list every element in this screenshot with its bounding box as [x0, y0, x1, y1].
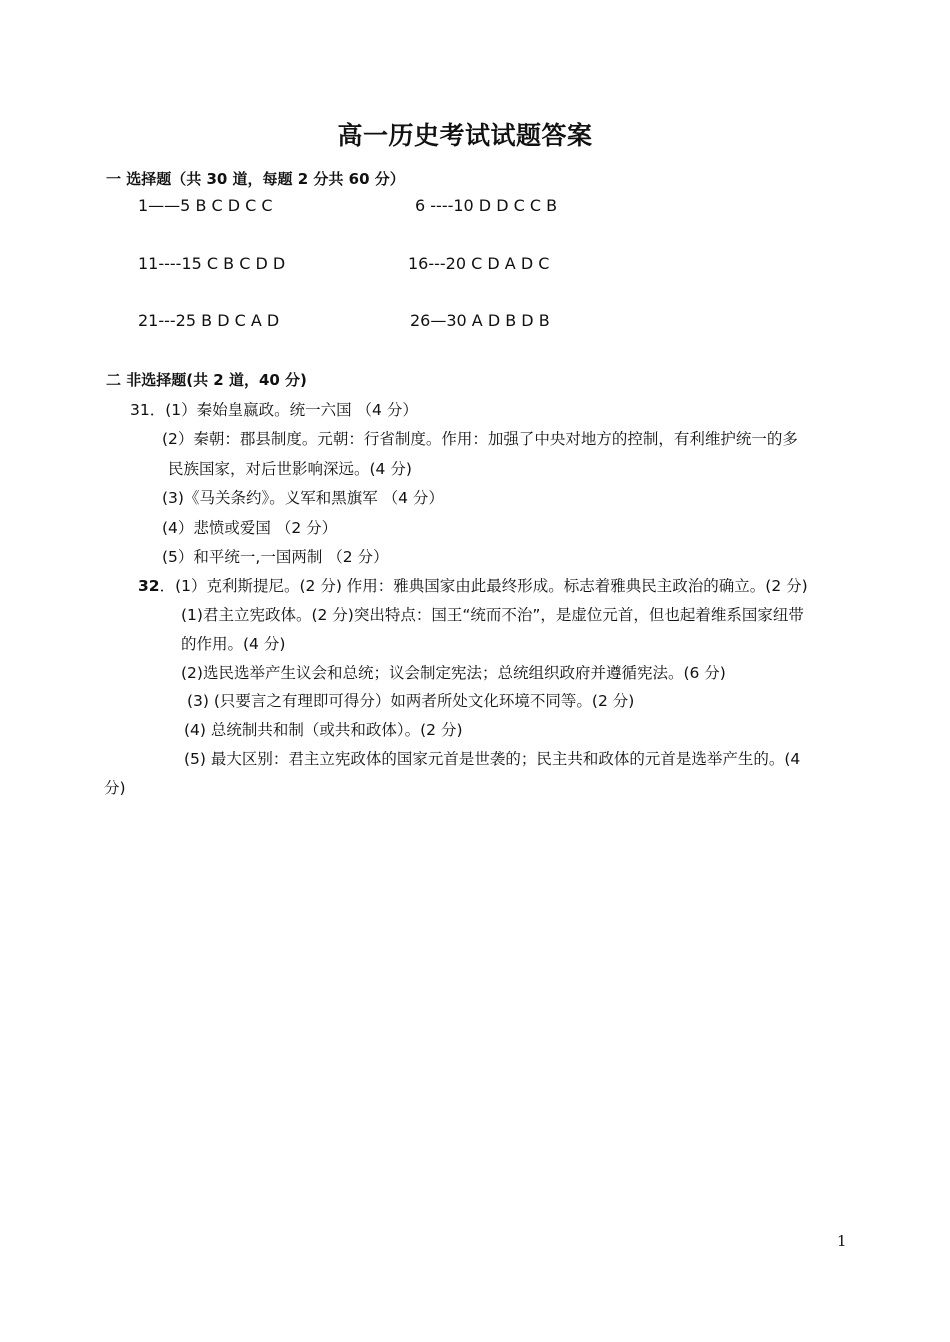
q32-line-2-cont: 的作用。(4 分)	[181, 635, 286, 653]
mc-row-1-right: 6 ----10 D D C C B	[415, 196, 558, 215]
q31-line-5: (5）和平统一,一国两制 （2 分）	[162, 548, 389, 566]
q31-line-1: 31．(1）秦始皇嬴政。统一六国 （4 分）	[130, 401, 418, 419]
q32-line-1	[138, 574, 808, 596]
page-number: 1	[837, 1232, 847, 1250]
q32-line-6-cont: 分)	[104, 779, 126, 797]
mc-row-3-left: 21---25 B D C A D	[138, 311, 280, 330]
mc-row-2-left: 11----15 C B C D D	[138, 254, 286, 273]
mc-row-2-right: 16---20 C D A D C	[408, 254, 550, 273]
q32-line-1-text: ．(1）克利斯提尼。(2 分) 作用：雅典国家由此最终形成。标志着雅典民主政治的确立。(2 分)	[159, 577, 808, 595]
section-2-heading: 二 非选择题(共 2 道，40 分)	[106, 371, 307, 389]
q32-line-3: (2)选民选举产生议会和总统；议会制定宪法；总统组织政府并遵循宪法。(6 分)	[181, 664, 726, 682]
section-1-heading: 一 选择题（共 30 道，每题 2 分共 60 分）	[106, 170, 405, 188]
q32-line-5: (4) 总统制共和制（或共和政体）。(2 分)	[184, 721, 463, 739]
q31-line-3: (3)《马关条约》。义军和黑旗军 （4 分）	[162, 489, 444, 507]
page-title: 高一历史考试试题答案	[337, 121, 593, 150]
q31-line-4: (4）悲愤或爱国 （2 分）	[162, 519, 338, 537]
q31-line-2-cont: 民族国家，对后世影响深远。(4 分)	[168, 460, 412, 478]
q32-line-6: (5) 最大区别：君主立宪政体的国家元首是世袭的；民主共和政体的元首是选举产生的。(4	[184, 750, 801, 768]
q32-line-4: (3) (只要言之有理即可得分）如两者所处文化环境不同等。(2 分)	[187, 692, 635, 710]
q32-number: 32	[138, 577, 160, 595]
q32-line-2: (1)君主立宪政体。(2 分)突出特点：国王“统而不治”，是虚位元首，但也起着维系国家纽带	[181, 606, 804, 624]
mc-row-3-right: 26—30 A D B D B	[410, 311, 550, 330]
q31-line-2: (2）秦朝：郡县制度。元朝：行省制度。作用：加强了中央对地方的控制，有利维护统一的多	[162, 430, 798, 448]
mc-row-1-left: 1——5 B C D C C	[138, 196, 273, 215]
